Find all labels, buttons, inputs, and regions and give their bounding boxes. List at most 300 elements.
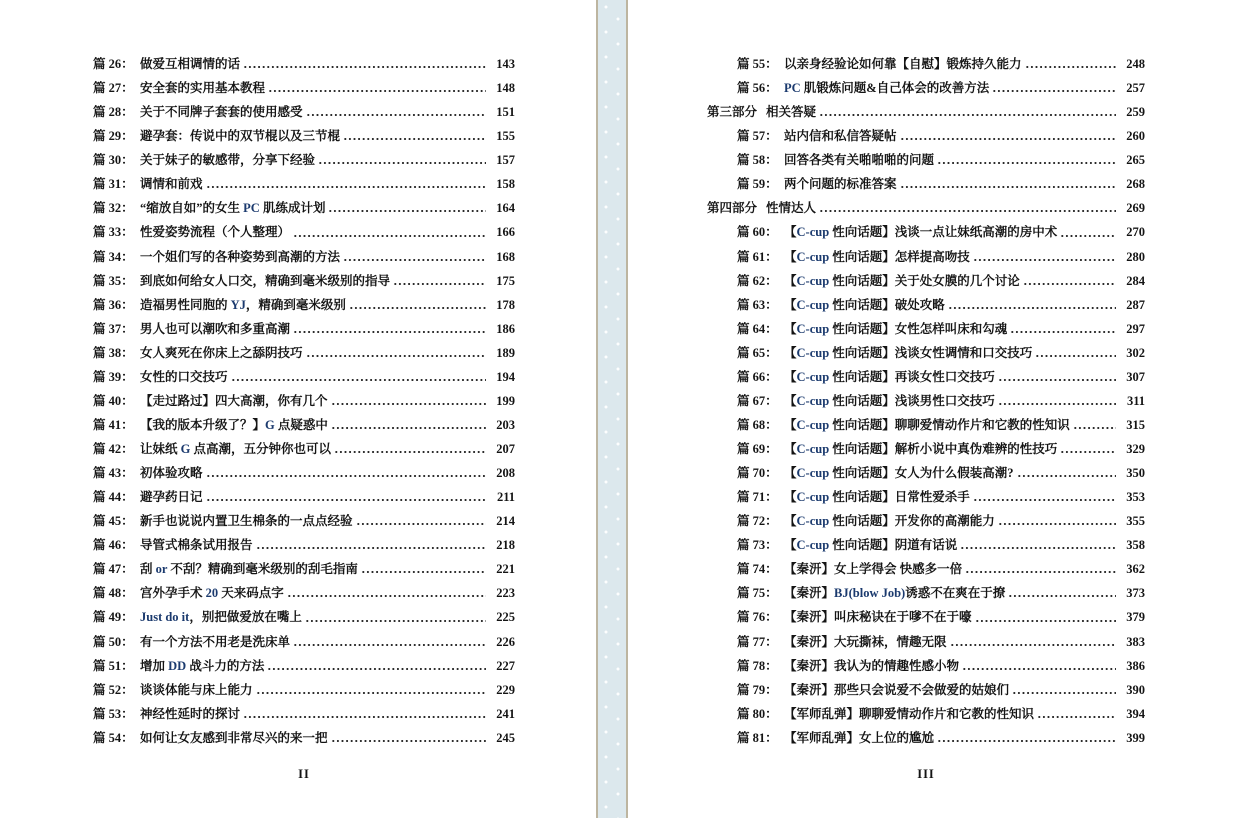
toc-entry-title bbox=[784, 52, 1022, 76]
title-text-segment: 如何让女友感到非常尽兴的来一把 bbox=[140, 730, 328, 745]
toc-entry[interactable] bbox=[707, 172, 1145, 196]
dot-leader bbox=[206, 172, 486, 196]
title-text-segment: ，精确到毫米级别 bbox=[245, 297, 346, 312]
toc-entry-pagenum: 186 bbox=[496, 321, 515, 336]
toc-entry-title bbox=[140, 702, 240, 726]
dot-leader bbox=[256, 678, 486, 702]
toc-entry[interactable] bbox=[707, 317, 1145, 341]
title-text-segment: 【军师乱弹】聊聊爱情动作片和它教的性知识 bbox=[784, 706, 1035, 721]
toc-entry[interactable] bbox=[707, 437, 1145, 461]
toc-entry-label: 篇 33： bbox=[93, 225, 134, 240]
toc-entry-label: 篇 66： bbox=[737, 369, 778, 384]
toc-entry[interactable] bbox=[93, 245, 515, 269]
title-text-segment: 让妹纸 bbox=[140, 442, 181, 456]
toc-entry[interactable] bbox=[93, 196, 515, 220]
dot-leader bbox=[267, 654, 486, 678]
toc-entry[interactable] bbox=[707, 76, 1145, 100]
toc-entry-title bbox=[140, 437, 331, 461]
toc-entry[interactable] bbox=[707, 630, 1145, 654]
toc-entry-pagenum: 189 bbox=[496, 345, 515, 360]
toc-entry-title bbox=[766, 196, 816, 220]
dot-leader bbox=[819, 100, 1116, 124]
title-text-segment: 站内信和私信答疑帖 bbox=[784, 129, 897, 144]
toc-entry-label: 篇 44： bbox=[93, 490, 134, 505]
title-text-segment: 【秦汧】大玩撕袜，情趣无限 bbox=[784, 634, 947, 649]
toc-entry-title bbox=[784, 389, 995, 413]
toc-entry-title bbox=[140, 678, 253, 702]
toc-entry-pagenum: 227 bbox=[496, 658, 515, 673]
toc-entry[interactable] bbox=[93, 52, 515, 76]
toc-entry[interactable] bbox=[707, 148, 1145, 172]
toc-entry-label: 篇 56： bbox=[737, 81, 778, 96]
toc-entry-pagenum: 353 bbox=[1126, 490, 1145, 505]
title-text-segment: 有一个方法不用老是洗床单 bbox=[140, 634, 291, 649]
title-text-segment: 性向话题】浅谈男性口交技巧 bbox=[829, 393, 995, 408]
title-text-segment: 避孕套：传说中的双节棍以及三节棍 bbox=[140, 129, 341, 144]
toc-entry[interactable] bbox=[93, 678, 515, 702]
toc-entry-pagenum: 379 bbox=[1126, 610, 1145, 625]
title-text-segment: 【 bbox=[784, 442, 797, 456]
title-text-segment: 初体验攻略 bbox=[140, 466, 203, 481]
title-text-segment: 不刮？精确到毫米级别的刮毛指南 bbox=[167, 562, 358, 577]
page-number-right: III bbox=[917, 767, 935, 781]
toc-entry-pagenum: 386 bbox=[1126, 658, 1145, 673]
toc-entry-pagenum: 211 bbox=[496, 490, 515, 505]
toc-entry-pagenum: 358 bbox=[1126, 538, 1145, 553]
toc-entry-pagenum: 383 bbox=[1126, 634, 1145, 649]
toc-entry-title bbox=[140, 293, 346, 317]
title-text-segment: 【秦汧】女上学得会 快感多一倍 bbox=[784, 562, 963, 577]
toc-entry[interactable] bbox=[707, 605, 1145, 629]
toc-entry-label: 篇 58： bbox=[737, 153, 778, 168]
title-text-segment: 性情达人 bbox=[766, 201, 817, 216]
toc-entry-pagenum: 158 bbox=[496, 177, 515, 192]
toc-entry[interactable] bbox=[707, 581, 1145, 605]
toc-entry-title bbox=[784, 172, 897, 196]
title-latin-segment: C-cup bbox=[796, 345, 830, 360]
toc-entry-pagenum: 151 bbox=[496, 105, 515, 120]
toc-entry-pagenum: 302 bbox=[1126, 345, 1145, 360]
toc-entry-title bbox=[140, 557, 358, 581]
dot-leader bbox=[998, 389, 1116, 413]
toc-entry[interactable] bbox=[93, 630, 515, 654]
title-text-segment: 回答各类有关啪啪啪的问题 bbox=[784, 153, 935, 168]
toc-entry-title bbox=[140, 220, 290, 244]
toc-section[interactable] bbox=[707, 100, 1145, 124]
toc-entry-label: 篇 37： bbox=[93, 321, 134, 336]
toc-entry-label: 第四部分 bbox=[707, 201, 758, 216]
toc-entry-title bbox=[140, 509, 353, 533]
toc-entry-title bbox=[140, 630, 290, 654]
toc-entry-pagenum: 248 bbox=[1126, 57, 1145, 71]
toc-entry-title bbox=[784, 485, 970, 509]
toc-entry[interactable] bbox=[707, 293, 1145, 317]
dot-leader bbox=[1010, 317, 1116, 341]
toc-entry-label: 篇 77： bbox=[737, 634, 778, 649]
toc-entry-title bbox=[140, 654, 264, 678]
toc-entry-title bbox=[140, 389, 328, 413]
toc-entry[interactable] bbox=[93, 533, 515, 557]
toc-entry-pagenum: 226 bbox=[496, 634, 515, 649]
title-latin-segment: C-cup bbox=[796, 321, 830, 336]
toc-entry-label: 篇 39： bbox=[93, 369, 134, 384]
title-text-segment: 【 bbox=[784, 297, 797, 312]
toc-entry[interactable] bbox=[707, 678, 1145, 702]
toc-entry-pagenum: 221 bbox=[496, 562, 515, 577]
toc-entry-label: 篇 36： bbox=[93, 297, 134, 312]
toc-entry-pagenum: 155 bbox=[496, 129, 515, 144]
toc-entry[interactable] bbox=[707, 269, 1145, 293]
title-text-segment: 做爱互相调情的话 bbox=[140, 57, 241, 71]
toc-entry-pagenum: 399 bbox=[1126, 730, 1145, 745]
toc-entry[interactable] bbox=[93, 100, 515, 124]
dot-leader bbox=[1012, 678, 1116, 702]
toc-entry-label: 篇 46： bbox=[93, 538, 134, 553]
toc-entry[interactable] bbox=[93, 341, 515, 365]
toc-entry-label: 篇 32： bbox=[93, 201, 134, 216]
title-text-segment: 男人也可以潮吹和多重高潮 bbox=[140, 321, 291, 336]
title-text-segment: 关于不同牌子套套的使用感受 bbox=[140, 105, 303, 120]
toc-entry[interactable] bbox=[93, 485, 515, 509]
title-latin-segment: 20 bbox=[205, 586, 219, 601]
toc-entry[interactable] bbox=[93, 76, 515, 100]
dot-leader bbox=[1025, 52, 1116, 76]
toc-entry[interactable] bbox=[93, 148, 515, 172]
dot-leader bbox=[960, 533, 1116, 557]
toc-entry-label: 篇 67： bbox=[737, 393, 778, 408]
title-text-segment: 以亲身经验论如何靠【自慰】锻炼持久能力 bbox=[784, 57, 1022, 71]
title-text-segment: 诱惑不在爽在于撩 bbox=[905, 586, 1006, 601]
dot-leader bbox=[819, 196, 1116, 220]
toc-entry-pagenum: 148 bbox=[496, 81, 515, 96]
title-text-segment: “缩放自如”的女生 bbox=[140, 201, 244, 216]
toc-entry[interactable] bbox=[707, 557, 1145, 581]
toc-entry[interactable] bbox=[93, 605, 515, 629]
title-text-segment: 【秦汧】 bbox=[784, 586, 835, 601]
toc-entry-pagenum: 214 bbox=[496, 514, 515, 529]
title-text-segment: 性向话题】再谈女性口交技巧 bbox=[829, 369, 995, 384]
dot-leader bbox=[331, 726, 486, 750]
title-text-segment: 【我的版本升级了？】 bbox=[140, 417, 266, 432]
toc-entry[interactable] bbox=[93, 389, 515, 413]
toc-entry-label: 篇 74： bbox=[737, 562, 778, 577]
toc-entry-title bbox=[784, 605, 972, 629]
toc-section[interactable] bbox=[707, 196, 1145, 220]
toc-list-right bbox=[707, 52, 1145, 750]
toc-entry[interactable] bbox=[93, 581, 515, 605]
toc-entry[interactable] bbox=[707, 485, 1145, 509]
toc-entry-pagenum: 257 bbox=[1126, 81, 1145, 96]
dot-leader bbox=[948, 293, 1116, 317]
toc-entry-pagenum: 218 bbox=[496, 538, 515, 553]
toc-entry-pagenum: 280 bbox=[1126, 249, 1145, 264]
toc-entry-pagenum: 203 bbox=[496, 417, 515, 432]
title-text-segment: 性向话题】解析小说中真伪难辨的性技巧 bbox=[829, 442, 1058, 456]
toc-entry-pagenum: 355 bbox=[1126, 514, 1145, 529]
toc-entry-title bbox=[784, 533, 957, 557]
toc-entry-label: 篇 72： bbox=[737, 514, 778, 529]
toc-entry[interactable] bbox=[93, 413, 515, 437]
dot-leader bbox=[268, 76, 486, 100]
dot-leader bbox=[937, 726, 1116, 750]
toc-entry-label: 篇 61： bbox=[737, 249, 778, 264]
title-text-segment: 新手也说说内置卫生棉条的一点点经验 bbox=[140, 514, 353, 529]
toc-entry-label: 篇 51： bbox=[93, 658, 134, 673]
toc-entry[interactable] bbox=[707, 52, 1145, 76]
title-text-segment: 【走过路过】四大高潮，你有几个 bbox=[140, 393, 328, 408]
title-latin-segment: Just do it bbox=[140, 610, 190, 625]
dot-leader bbox=[206, 485, 486, 509]
dot-leader bbox=[900, 172, 1116, 196]
toc-entry[interactable] bbox=[93, 557, 515, 581]
toc-entry-label: 篇 47： bbox=[93, 562, 134, 577]
toc-entry-title bbox=[140, 533, 253, 557]
title-text-segment: 神经性延时的探讨 bbox=[140, 706, 241, 721]
toc-entry-title bbox=[140, 245, 340, 269]
toc-entry[interactable] bbox=[93, 269, 515, 293]
title-text-segment: 【 bbox=[784, 345, 797, 360]
toc-entry-label: 篇 49： bbox=[93, 610, 134, 625]
toc-entry-label: 篇 73： bbox=[737, 538, 778, 553]
title-text-segment: 【秦汧】叫床秘诀在于嗲不在于嚎 bbox=[784, 610, 972, 625]
toc-entry[interactable] bbox=[707, 341, 1145, 365]
title-text-segment: 【 bbox=[784, 393, 797, 408]
title-text-segment: 增加 bbox=[140, 658, 169, 673]
dot-leader bbox=[1017, 461, 1116, 485]
title-text-segment: 天来码点字 bbox=[218, 586, 284, 601]
toc-entry[interactable] bbox=[93, 461, 515, 485]
toc-entry[interactable] bbox=[93, 293, 515, 317]
dot-leader bbox=[349, 293, 486, 317]
toc-entry[interactable] bbox=[93, 220, 515, 244]
dot-leader bbox=[356, 509, 486, 533]
title-text-segment: 谈谈体能与床上能力 bbox=[140, 682, 253, 697]
toc-entry-pagenum: 307 bbox=[1126, 369, 1145, 384]
toc-entry-pagenum: 259 bbox=[1126, 105, 1145, 120]
toc-entry[interactable] bbox=[93, 702, 515, 726]
toc-entry-label: 篇 42： bbox=[93, 442, 134, 456]
dot-leader bbox=[973, 485, 1116, 509]
title-text-segment: 避孕药日记 bbox=[140, 490, 203, 505]
toc-entry[interactable] bbox=[707, 220, 1145, 244]
title-text-segment: 相关答疑 bbox=[766, 105, 817, 120]
dot-leader bbox=[243, 702, 486, 726]
toc-entry-label: 篇 75： bbox=[737, 586, 778, 601]
toc-entry[interactable] bbox=[93, 172, 515, 196]
title-latin-segment: C-cup bbox=[796, 417, 830, 432]
title-text-segment: 【 bbox=[784, 514, 797, 529]
toc-entry-label: 篇 45： bbox=[93, 514, 134, 529]
title-text-segment: 一个姐们写的各种姿势到高潮的方法 bbox=[140, 249, 341, 264]
toc-entry-title bbox=[784, 293, 945, 317]
toc-entry-pagenum: 178 bbox=[496, 297, 515, 312]
toc-entry-title bbox=[140, 148, 315, 172]
toc-entry-title bbox=[140, 100, 303, 124]
title-text-segment: 【军师乱弹】女上位的尴尬 bbox=[784, 730, 935, 745]
toc-entry[interactable] bbox=[93, 365, 515, 389]
title-text-segment: 点高潮，五分钟你也可以 bbox=[190, 442, 332, 456]
toc-entry[interactable] bbox=[707, 389, 1145, 413]
title-text-segment: 两个问题的标准答案 bbox=[784, 177, 897, 192]
toc-entry-title bbox=[784, 148, 934, 172]
title-text-segment: 性向话题】浅谈一点让妹纸高潮的房中术 bbox=[829, 225, 1058, 240]
toc-entry-title bbox=[140, 485, 203, 509]
toc-entry-pagenum: 223 bbox=[496, 586, 515, 601]
toc-entry[interactable] bbox=[93, 124, 515, 148]
toc-entry-label: 篇 71： bbox=[737, 490, 778, 505]
toc-list-left bbox=[93, 52, 515, 750]
title-text-segment: 性向话题】女性怎样叫床和勾魂 bbox=[829, 321, 1008, 336]
toc-entry-pagenum: 284 bbox=[1126, 273, 1145, 288]
toc-entry-title bbox=[784, 654, 959, 678]
toc-entry-pagenum: 225 bbox=[496, 610, 515, 625]
title-text-segment: ，别把做爱放在嘴上 bbox=[189, 610, 302, 625]
dot-leader bbox=[328, 196, 486, 220]
title-text-segment: 宫外孕手术 bbox=[140, 586, 206, 601]
toc-entry[interactable] bbox=[707, 124, 1145, 148]
toc-entry-title bbox=[140, 413, 328, 437]
dot-leader bbox=[937, 148, 1116, 172]
toc-entry-pagenum: 194 bbox=[496, 369, 515, 384]
dot-leader bbox=[950, 630, 1116, 654]
toc-entry-label: 篇 76： bbox=[737, 610, 778, 625]
toc-entry-label: 篇 28： bbox=[93, 105, 134, 120]
dot-leader bbox=[293, 317, 486, 341]
title-text-segment: 性向话题】日常性爱杀手 bbox=[829, 490, 970, 505]
dot-leader bbox=[334, 437, 486, 461]
toc-entry-label: 篇 78： bbox=[737, 658, 778, 673]
title-latin-segment: C-cup bbox=[796, 514, 830, 529]
toc-entry[interactable] bbox=[707, 461, 1145, 485]
toc-entry-title bbox=[784, 702, 1034, 726]
dot-leader bbox=[992, 76, 1116, 100]
toc-entry-title bbox=[784, 581, 1005, 605]
toc-entry-pagenum: 164 bbox=[496, 201, 515, 216]
toc-entry-pagenum: 175 bbox=[496, 273, 515, 288]
toc-entry-label: 篇 38： bbox=[93, 345, 134, 360]
toc-entry-label: 篇 54： bbox=[93, 730, 134, 745]
title-latin-segment: C-cup bbox=[796, 393, 830, 408]
title-latin-segment: C-cup bbox=[796, 490, 830, 505]
title-latin-segment: G bbox=[180, 442, 191, 456]
title-text-segment: 导管式棉条试用报告 bbox=[140, 538, 253, 553]
toc-entry-label: 篇 34： bbox=[93, 249, 134, 264]
dot-leader bbox=[973, 245, 1116, 269]
title-text-segment: 性向话题】聊聊爱情动作片和它教的性知识 bbox=[829, 417, 1070, 432]
title-text-segment: 战斗力的方法 bbox=[186, 658, 265, 673]
title-latin-segment: C-cup bbox=[796, 466, 830, 481]
toc-entry-title bbox=[140, 124, 340, 148]
title-latin-segment: or bbox=[155, 562, 168, 577]
toc-entry-title bbox=[140, 172, 203, 196]
title-text-segment: 【 bbox=[784, 538, 797, 553]
title-text-segment: 【 bbox=[784, 273, 797, 288]
toc-entry-title bbox=[140, 581, 284, 605]
toc-entry[interactable] bbox=[707, 726, 1145, 750]
title-latin-segment: BJ(blow Job) bbox=[834, 586, 906, 601]
toc-entry-title bbox=[784, 726, 934, 750]
toc-entry-label: 篇 31： bbox=[93, 177, 134, 192]
toc-entry-title bbox=[784, 557, 962, 581]
dot-leader bbox=[1023, 269, 1116, 293]
toc-entry-pagenum: 199 bbox=[496, 393, 515, 408]
title-text-segment: 性爱姿势流程（个人整理） bbox=[140, 225, 291, 240]
toc-entry-pagenum: 265 bbox=[1126, 153, 1145, 168]
toc-entry-title bbox=[784, 630, 947, 654]
toc-entry-pagenum: 166 bbox=[496, 225, 515, 240]
toc-entry-pagenum: 373 bbox=[1126, 586, 1145, 601]
dot-leader bbox=[243, 52, 486, 76]
title-latin-segment: C-cup bbox=[796, 297, 830, 312]
title-text-segment: 调情和前戏 bbox=[140, 177, 203, 192]
toc-entry-pagenum: 168 bbox=[496, 249, 515, 264]
dot-leader bbox=[962, 654, 1116, 678]
toc-entry-pagenum: 260 bbox=[1126, 129, 1145, 144]
dot-leader bbox=[287, 581, 486, 605]
toc-entry-title bbox=[140, 726, 328, 750]
dot-leader bbox=[256, 533, 486, 557]
toc-entry-pagenum: 270 bbox=[1126, 225, 1145, 240]
toc-entry-pagenum: 311 bbox=[1126, 393, 1145, 408]
title-text-segment: 肌练成计划 bbox=[259, 201, 326, 216]
toc-entry-title bbox=[784, 220, 1057, 244]
title-text-segment: 【 bbox=[784, 490, 797, 505]
toc-entry[interactable] bbox=[707, 702, 1145, 726]
toc-entry-pagenum: 269 bbox=[1126, 201, 1145, 216]
title-text-segment: 肌锻炼问题&自己体会的改善方法 bbox=[800, 81, 990, 96]
title-text-segment: 女性的口交技巧 bbox=[140, 369, 228, 384]
toc-entry-label: 篇 35： bbox=[93, 273, 134, 288]
toc-entry-pagenum: 241 bbox=[496, 706, 515, 721]
toc-entry[interactable] bbox=[707, 654, 1145, 678]
toc-entry[interactable] bbox=[707, 365, 1145, 389]
page-left bbox=[0, 0, 596, 818]
toc-entry[interactable] bbox=[93, 726, 515, 750]
toc-entry-title bbox=[140, 365, 228, 389]
dot-leader bbox=[393, 269, 486, 293]
toc-entry-label: 篇 26： bbox=[93, 57, 134, 71]
toc-entry[interactable] bbox=[93, 509, 515, 533]
title-text-segment: 性向话题】浅谈女性调情和口交技巧 bbox=[829, 345, 1033, 360]
title-latin-segment: C-cup bbox=[796, 442, 830, 456]
toc-entry-pagenum: 315 bbox=[1126, 417, 1145, 432]
toc-entry-label: 篇 27： bbox=[93, 81, 134, 96]
toc-entry-title bbox=[140, 269, 390, 293]
toc-entry-title bbox=[140, 76, 265, 100]
toc-entry[interactable] bbox=[707, 509, 1145, 533]
toc-entry[interactable] bbox=[707, 245, 1145, 269]
title-text-segment: 造福男性同胞的 bbox=[140, 297, 231, 312]
toc-entry[interactable] bbox=[93, 437, 515, 461]
dot-leader bbox=[306, 341, 486, 365]
toc-entry-pagenum: 157 bbox=[496, 153, 515, 168]
toc-entry[interactable] bbox=[93, 654, 515, 678]
toc-entry[interactable] bbox=[707, 533, 1145, 557]
dot-leader bbox=[361, 557, 486, 581]
title-text-segment: 性向话题】破处攻略 bbox=[829, 297, 945, 312]
toc-entry[interactable] bbox=[707, 413, 1145, 437]
title-text-segment: 性向话题】开发你的高潮能力 bbox=[829, 514, 995, 529]
title-latin-segment: C-cup bbox=[796, 249, 830, 264]
toc-entry-title bbox=[784, 76, 989, 100]
dot-leader bbox=[1073, 413, 1116, 437]
dot-leader bbox=[206, 461, 486, 485]
toc-entry-label: 篇 41： bbox=[93, 417, 134, 432]
toc-entry[interactable] bbox=[93, 317, 515, 341]
title-latin-segment: YJ bbox=[230, 297, 246, 312]
title-text-segment: 【 bbox=[784, 466, 797, 481]
title-text-segment: 性向话题】怎样提高吻技 bbox=[829, 249, 970, 264]
